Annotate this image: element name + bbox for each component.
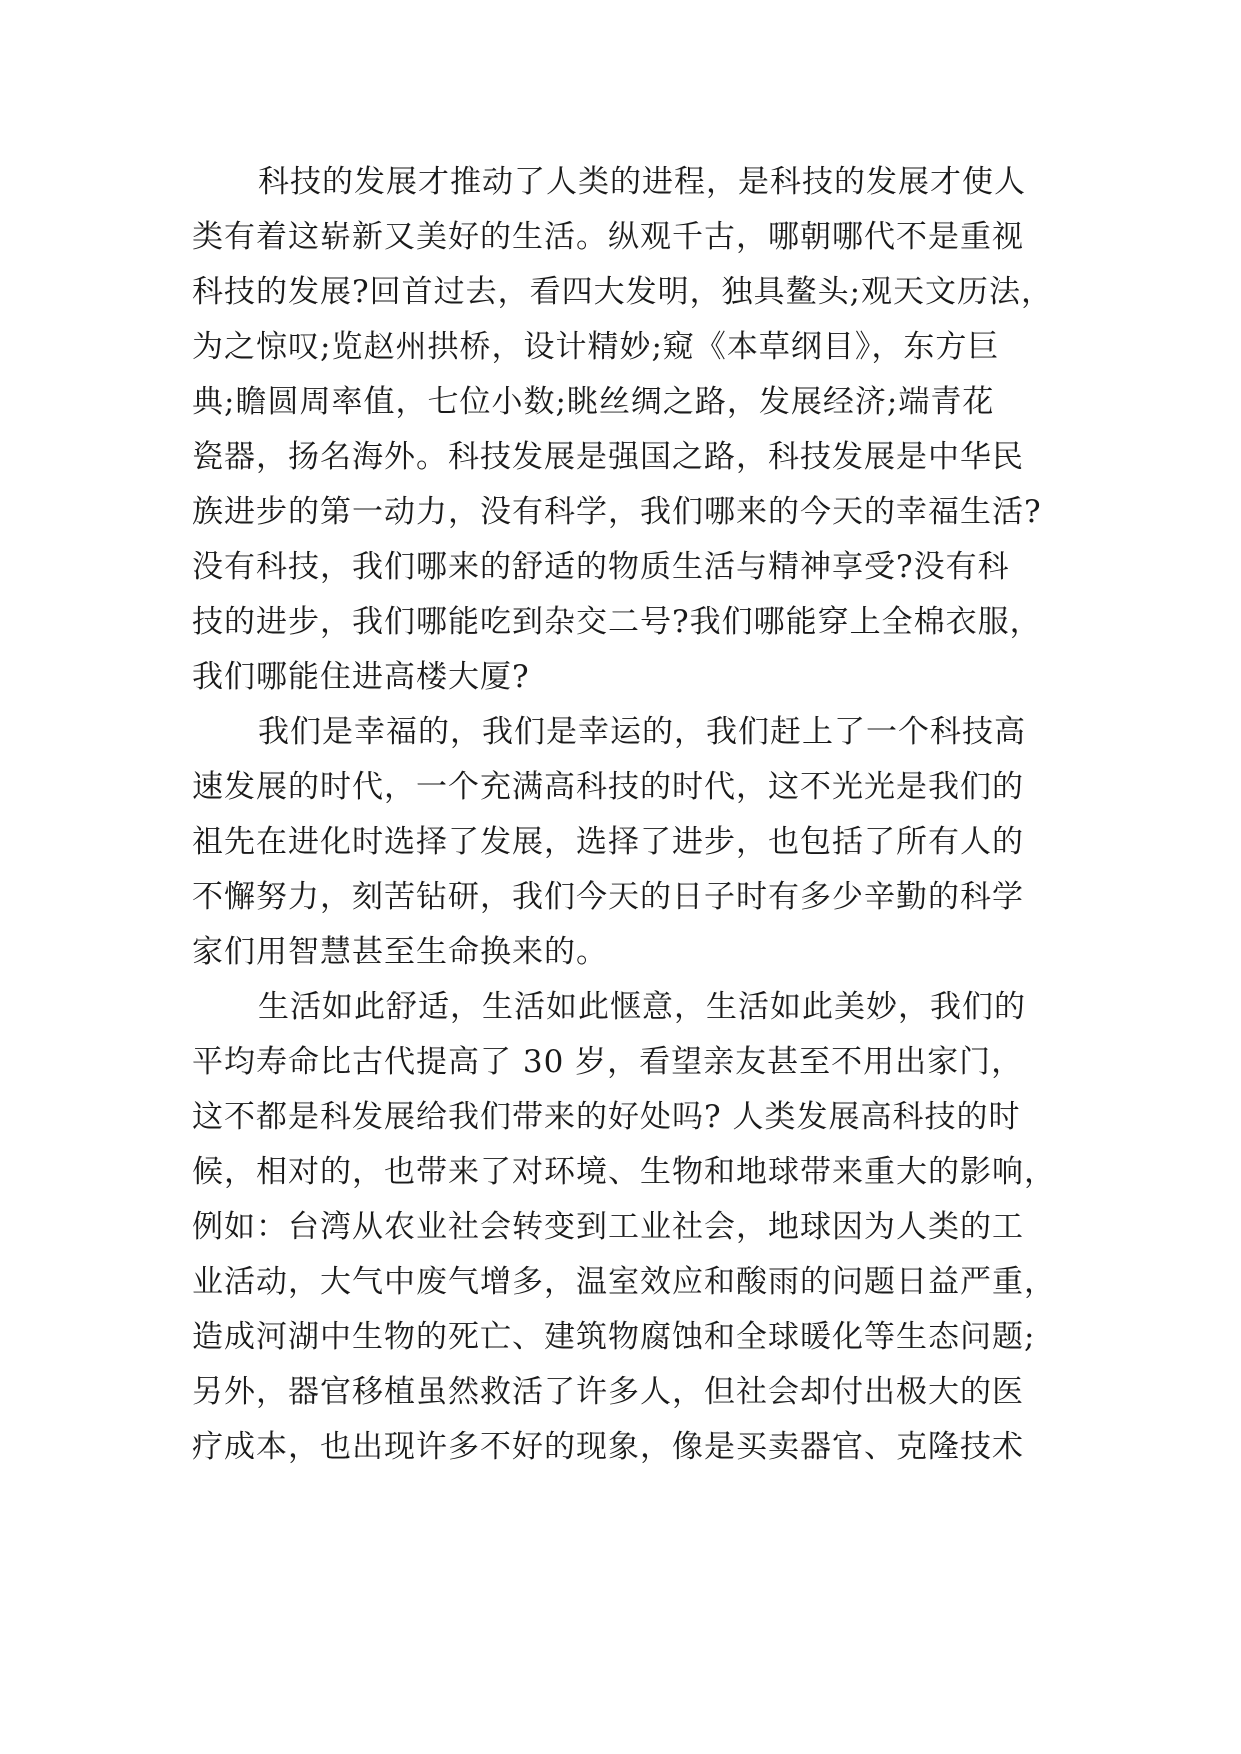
text-line: 科技的发展才推动了人类的进程，是科技的发展才使人 — [258, 164, 1026, 200]
document-body — [192, 155, 1072, 1475]
text-line: 平均寿命比古代提高了 30 岁，看望亲友甚至不用出家门， — [192, 1044, 1024, 1080]
text-line: 祖先在进化时选择了发展，选择了进步，也包括了所有人的 — [192, 824, 1024, 860]
text-line: 我们哪能住进高楼大厦? — [192, 659, 530, 695]
text-line: 典;瞻圆周率值，七位小数;眺丝绸之路，发展经济;端青花 — [192, 384, 995, 420]
text-line: 家们用智慧甚至生命换来的。 — [192, 934, 608, 970]
text-line: 我们是幸福的，我们是幸运的，我们赶上了一个科技高 — [258, 714, 1026, 750]
text-line: 业活动，大气中废气增多，温室效应和酸雨的问题日益严重， — [192, 1264, 1056, 1300]
paragraph — [192, 980, 1072, 1475]
text-line: 科技的发展?回首过去，看四大发明，独具鳌头;观天文历法， — [192, 274, 1054, 310]
text-line: 这不都是科发展给我们带来的好处吗? 人类发展高科技的时 — [192, 1099, 1021, 1135]
text-line: 例如：台湾从农业社会转变到工业社会，地球因为人类的工 — [192, 1209, 1024, 1245]
text-line: 技的进步，我们哪能吃到杂交二号?我们哪能穿上全棉衣服， — [192, 604, 1042, 640]
text-line: 类有着这崭新又美好的生活。纵观千古，哪朝哪代不是重视 — [192, 219, 1024, 255]
paragraph — [192, 705, 1072, 980]
text-line: 没有科技，我们哪来的舒适的物质生活与精神享受?没有科 — [192, 549, 1010, 585]
text-line: 造成河湖中生物的死亡、建筑物腐蚀和全球暖化等生态问题; — [192, 1319, 1036, 1355]
text-line: 不懈努力，刻苦钻研，我们今天的日子时有多少辛勤的科学 — [192, 879, 1024, 915]
text-line: 速发展的时代，一个充满高科技的时代，这不光光是我们的 — [192, 769, 1024, 805]
text-line: 候，相对的，也带来了对环境、生物和地球带来重大的影响， — [192, 1154, 1056, 1190]
text-line: 为之惊叹;览赵州拱桥，设计精妙;窥《本草纲目》，东方巨 — [192, 329, 1000, 365]
text-line: 另外，器官移植虽然救活了许多人，但社会却付出极大的医 — [192, 1374, 1024, 1410]
paragraph — [192, 155, 1072, 705]
text-line: 生活如此舒适，生活如此惬意，生活如此美妙，我们的 — [258, 989, 1026, 1025]
text-line: 族进步的第一动力，没有科学，我们哪来的今天的幸福生活? — [192, 494, 1042, 530]
text-line: 瓷器，扬名海外。科技发展是强国之路，科技发展是中华民 — [192, 439, 1024, 475]
text-line: 疗成本，也出现许多不好的现象，像是买卖器官、克隆技术 — [192, 1429, 1024, 1465]
